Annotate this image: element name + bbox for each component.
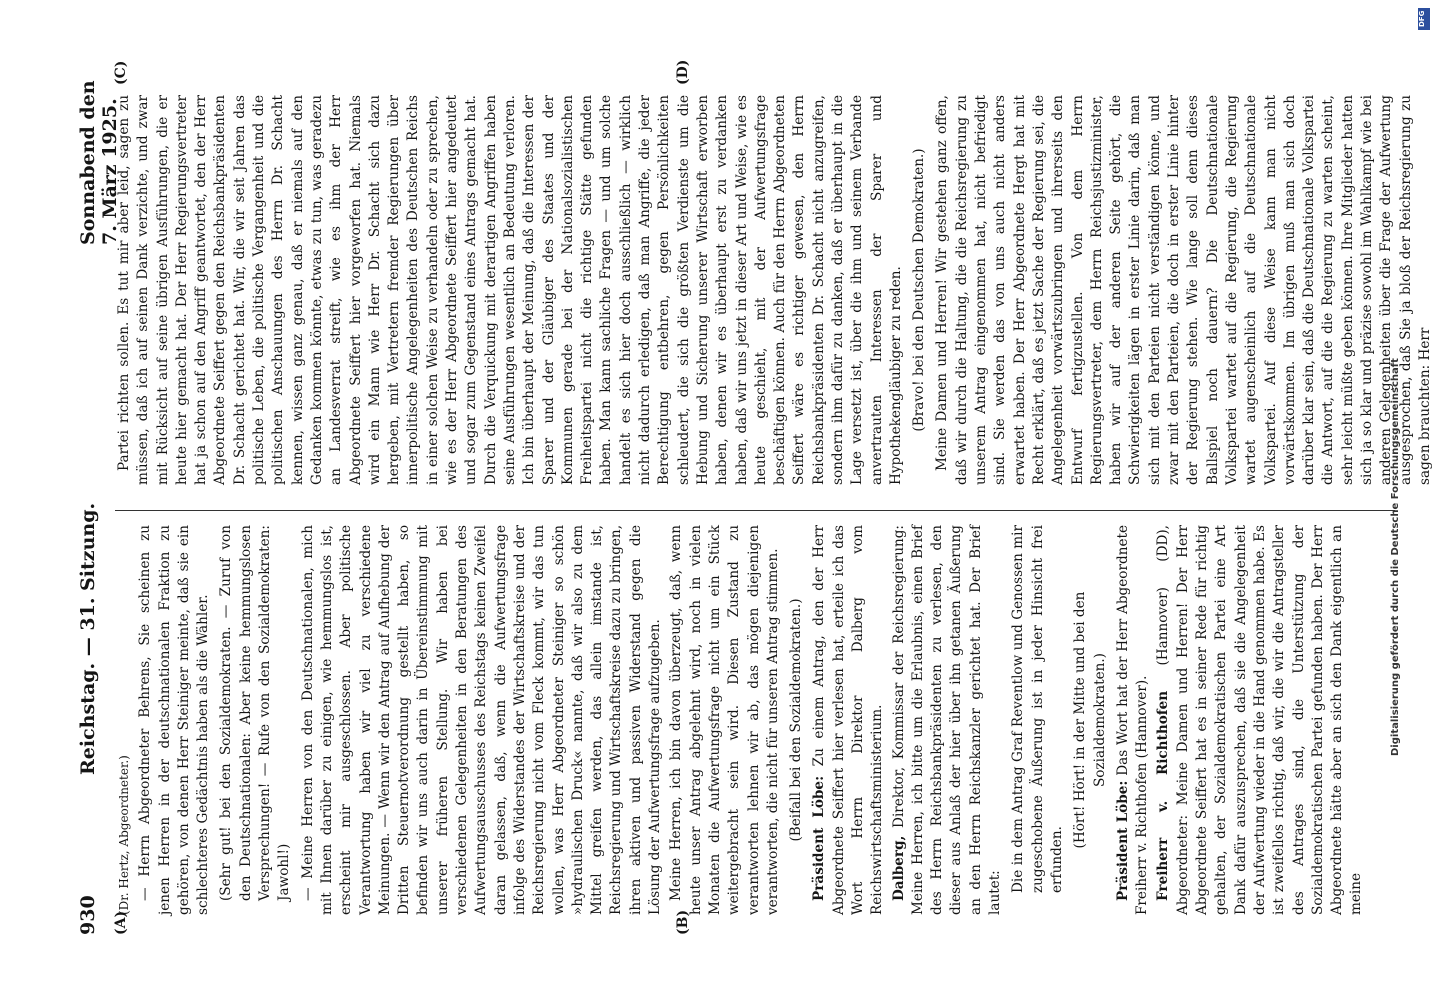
marker-a: (A) (113, 910, 129, 935)
body-paragraph: Partei richten sollen. Es tut mir aber leid, sagen zu müssen, daß ich auf seinen Dank verzichte, und zwar mit Rücksicht auf seine übrigen Ausführungen, die er heute hier gemacht hat. Der Herr Regierungsvertreter hat ja schon auf den Angriff geantwortet, den der Herr Abgeordnete Seiffert gegen den Reichsbankpräsidenten Dr. Schacht gerichtet hat. Wir, die wir seit Jahren das politische Leben, die politische Vergangenheit und die politischen Anschauungen des Herrn Dr. Schacht kennen, wissen ganz genau, daß er niemals auf den Gedanken kommen könnte, etwas zu tun, was geradezu an Landesverrat streift, wie es ihm der Herr Abgeordnete Seiffert hier vorgeworfen hat. Niemals wird ein Mann wie Herr Dr. Schacht sich dazu hergeben, mit Vertretern fremder Regierungen über innerpolitische Angelegenheiten des Deutschen Reichs in einer solchen Weise zu verhandeln oder zu sprechen, wie es der Herr Abgeordnete Seiffert hier angedeutet und sogar zum Gegenstand eines Antrags gemacht hat. Durch die Verquickung mit derartigen Angriffen haben seine Ausführungen wesentlich an Bedeutung verloren. Ich bin überhaupt der Meinung, daß die Interessen der Sparer und der Gläubiger des Staates und der Kommunen gerade bei der Nationalsozialistischen Freiheitspartei nicht die richtige Stätte gefunden haben. Man kann sachliche Fragen — und um solche handelt es sich hier doch ausschließlich — wirklich nicht dadurch erledigen, daß man Angriffe, die jeder Berechtigung entbehren, gegen Persönlichkeiten schleudert, die sich die größten Verdienste um die Hebung und Sicherung unserer Wirtschaft erworben haben, denen wir es überhaupt erst zu verdanken haben, daß wir uns jetzt in dieser Art und Weise, wie es heute geschieht, mit der Aufwertungsfrage beschäftigen können. Auch für den Herrn Abgeordneten Seiffert wäre es richtiger gewesen, den Herrn Reichsbankpräsidenten Dr. Schacht nicht anzugreifen, sondern ihm dafür zu danken, daß er überhaupt in die Lage versetzt ist, über die ihm und seinem Verbande anvertrauten Interessen der Sparer und Hypothekengläubiger zu reden. (116, 95, 904, 485)
speech-text: Das Wort hat der Herr Abgeordnete Freiherr v. Richthofen (Hannover). (1114, 525, 1151, 915)
interjection: (Beifall bei den Sozialdemokraten.) (788, 598, 805, 842)
quoted-letter: Die in dem Antrag Graf Reventlow und Genossen mir zugeschobene Äußerung ist in jeder Hinsicht frei erfunden. (1010, 525, 1065, 893)
body-paragraph: — Meine Herren von den Deutschnationalen, mich mit Ihnen darüber zu einigen, wie hemmungslos ist, erscheint mir ausgeschlossen. Aber politische Verantwortung haben wir viel zu verschiedene Meinungen. — Wenn wir den Antrag auf Aufhebung der Dritten Steuernotverordnung gestellt haben, so befinden wir uns auch darin in Übereinstimmung mit unserer früheren Stellung. Wir haben bei verschiedenen Gelegenheiten in den Beratungen des Aufwertungsausschusses des Reichstags keinen Zweifel daran gelassen, daß, wenn die Aufwertungsfrage infolge des Widerstandes der Wirtschaftskreise und der Reichsregierung nicht vom Fleck kommt, wir das tun wollen, was Herr Abgeordneter Steiniger so schön »hydraulischen Druck« nannte, daß wir also zu dem Mittel greifen werden, das allein imstande ist, Reichsregierung und Wirtschaftskreise dazu zu bringen, ihren aktiven und passiven Widerstand gegen die Lösung der Aufwertungsfrage aufzugeben. (299, 524, 664, 915)
dfg-logo: DFG (1418, 8, 1430, 30)
left-column (115, 525, 1369, 915)
speech-paragraph (890, 525, 1006, 915)
speaker-header: (Dr. Hertz, Abgeordneter.) (117, 755, 131, 915)
speech-paragraph (1114, 525, 1153, 915)
page-number: 930 (77, 895, 99, 935)
speech-paragraph (1154, 525, 1366, 915)
speaker-name: Dalberg, (890, 835, 907, 901)
right-column (115, 95, 1434, 485)
session-date: Sonnabend den 7. März 1925. (77, 80, 121, 245)
digitization-credit: Digitalisierung gefördert durch die Deutsche Forschungsgemeinschaft (1390, 358, 1401, 756)
speech-text: (Hannover) (DD), Abgeordneter: Meine Damen und Herren! Der Herr Abgeordnete Seiffert hat es in seiner Rede für richtig gehalten, der Sozialdemokratischen Partei eine Art Dank dafür auszusprechen, daß sie die Angelegenheit der Aufwertung wieder in die Hand genommen habe. Es ist zweifellos richtig, daß wir, die wir die Antragsteller des Antrages sind, die Unterstützung der Sozialdemokratischen Partei gefunden haben. Der Herr Abgeordnete hätte aber an sich den Dank eigentlich an meine (1155, 525, 1365, 915)
body-paragraph: Meine Damen und Herren! Wir gestehen ganz offen, daß wir durch die Haltung, die die Reichsregierung zu unserem Antrag eingenommen hat, nicht befriedigt sind. Sie werden das von uns auch nicht anders erwartet haben. Der Herr Abgeordnete Hergt hat mit Recht erklärt, daß es jetzt Sache der Regierung sei, die Angelegenheit vorwärtszubringen und ihrerseits den Entwurf fertigzustellen. Von dem Herrn Regierungsvertreter, dem Herrn Reichsjustizminister, haben wir auf der anderen Seite gehört, die Schwierigkeiten lägen in erster Linie darin, daß man sich mit den Parteien nicht verständigen könne, und zwar mit den Parteien, die doch in erster Linie hinter der Regierung stehen. Wie lange soll denn dieses Ballspiel noch dauern? Die Deutschnationale Volkspartei wartet auf die Regierung, die Regierung wartet augenscheinlich auf die Deutschnationale Volkspartei. Auf diese Weise kann man nicht vorwärtskommen. Im übrigen muß man sich doch darüber klar sein, daß die Deutschnationale Volkspartei die Antwort, auf die die Regierung zu warten scheint, sehr leicht müßte geben können. Ihre Mitglieder hatten sich ja so klar und präzise sowohl im Wahlkampf wie bei anderen Gelegenheiten über die Frage der Aufwertung ausgesprochen, daß Sie ja bloß der Reichsregierung zu sagen brauchten: Herr (934, 95, 1433, 485)
speaker-name: Präsident Löbe: (1114, 780, 1131, 901)
speech-paragraph (810, 525, 887, 915)
body-paragraph: Meine Herren, ich bin davon überzeugt, daß, wenn heute unser Antrag abgelehnt wird, noch in vielen Monaten die Aufwertungsfrage nicht um ein Stück weitergebracht sein wird. Diesen Zustand zu verantworten lehnen wir ab, das mögen diejenigen verantworten, die nicht für unseren Antrag stimmen. (668, 525, 781, 915)
speech-text: Zu einem Antrag, den der Herr Abgeordnete Seiffert hier verlesen hat, erteile ich das Wort Herrn Direktor Dalberg vom Reichswirtschaftsministerium. (811, 525, 886, 915)
marker-c: (C) (113, 60, 129, 85)
column-divider (115, 510, 1395, 511)
rotated-newspaper-page (75, 59, 1433, 935)
session-title: Reichstag. — 31. Sitzung. (77, 502, 99, 775)
interjection: (Sehr gut! bei den Sozialdemokraten. — Zuruf von den Deutschnationalen: Aber keine hemmungslosen Versprechungen! — Rufe von den Sozialdemokraten: Jawohl!) (218, 525, 293, 901)
marker-b: (B) (675, 909, 691, 935)
interjection: (Bravo! bei den Deutschen Demokraten.) (911, 148, 928, 432)
interjection: (Hört! Hört! in der Mitte und bei den Sozialdemokraten.) (1072, 591, 1108, 849)
speech-text: Direktor, Kommissar der Reichsregierung: Meine Herren, ich bitte um die Erlaubnis, einen Brief des Herrn Reichsbankpräsidenten zu verlesen, den dieser aus Anlaß der hier über ihn getanen Äußerung an den Herrn Reichskanzler gerichtet hat. Der Brief lautet: (890, 525, 1004, 915)
body-paragraph: — Herrn Abgeordneter Behrens, Sie scheinen zu jenen Herren in der deutschnationalen Fraktion zu gehören, von denen Herr Steiniger meinte, daß sie ein schlechteres Gedächtnis haben als die Wähler. (137, 525, 212, 915)
speaker-name: Freiherr v. Richthofen (1155, 690, 1172, 901)
marker-d: (D) (675, 59, 691, 85)
speaker-name: Präsident Löbe: (811, 775, 828, 901)
page-header (75, 75, 121, 935)
